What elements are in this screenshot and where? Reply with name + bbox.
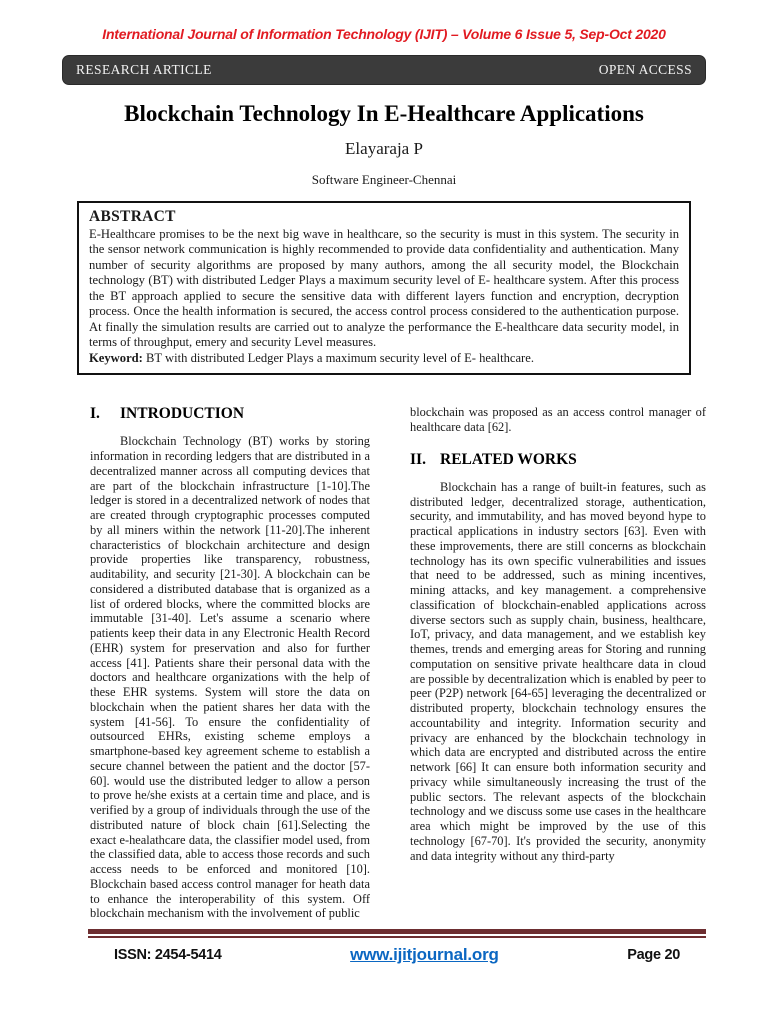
page-title: Blockchain Technology In E-Healthcare Applications xyxy=(124,101,644,126)
left-column xyxy=(90,405,370,921)
section-title: INTRODUCTION xyxy=(120,405,245,423)
article-type-bar xyxy=(62,55,706,85)
right-column xyxy=(410,405,706,921)
keyword-line xyxy=(89,351,679,366)
footer-rule-thick xyxy=(88,929,706,934)
two-column-body xyxy=(90,405,706,921)
section-title: RELATED WORKS xyxy=(440,450,577,468)
introduction-paragraph: Blockchain Technology (BT) works by storing information in recording ledgers that are distributed in a decentralized manner across all computing devices that are part of the blockchain infrastructure [1-10].The ledger is stored in a decentralized network of nodes that are created through cryptographic processes computed by all miners within the network [11-20].The inherent characteristics of blockchain architecture and design provide properties like transparency, robustness, auditability, and security [21-30]. A blockchain can be considered a distributed database that is organized as a list of ordered blocks, where the committed blocks are immutable [31-40]. Let's assume a scenario where patients keep their data in any Electronic Health Record (EHR) system for preservation and also for further access [41]. Patients share their personal data with the doctors and healthcare organizations with the help of these EHR systems. System will store the data on blockchain when the patient shares her data with the system [41-56]. To ensure the confidentiality of outsourced EHRs, existing scheme employs a smartphone-based key agreement scheme to establish a secure channel between the patient and the doctor [57-60]. would use the distributed ledger to allow a person to prove he/she exists at a certain time and place, and is verified by a group of individuals through the use of the distributed nature of block chain [61].Selecting the exact e-healathcare data, the classifier model used, from the classified data, able to access those records and such access needs to be enforced and monitored [10]. Blockchain based access control manager for heath data to enhance the interoperability of this system. Off blockchain mechanism with the involvement of public xyxy=(90,434,370,921)
related-works-paragraph: Blockchain has a range of built-in features, such as distributed ledger, decentralized storage, authentication, security, and immutability, and has moved beyond hype to practical applications in industry sectors [63]. Even with these improvements, there are still concerns as blockchain technology has its own specific vulnerabilities and issues that need to be addressed, such as mining incentives, mining attacks, and key management. a comprehensive classification of blockchain-enabled applications across diverse sectors such as supply chain, business, healthcare, IoT, privacy, and data management, and we establish key themes, trends and emerging areas for Storing and running computation on sensitive private healthcare data in cloud are possible by decentralization which is enabled by peer to peer (P2P) network [64-65] leveraging the decentralized or distributed property, blockchain technology ensures the accountability and integrity. Information security and privacy are enhanced by the blockchain technology in which data are encrypted and distributed across the entire network [66] It can ensure both information security and privacy while simultaneously increasing the trust of the public sectors. The relevant aspects of the blockchain technology and we discuss some use cases in the healthcare area which might be improved by the use of this technology [67-70]. It's provided the security, anonymity and data integrity without any third-party xyxy=(410,479,706,863)
open-access-badge: OPEN ACCESS xyxy=(598,62,692,77)
abstract-heading: ABSTRACT xyxy=(89,208,176,225)
research-article-badge: RESEARCH ARTICLE xyxy=(76,62,212,77)
keyword-text: BT with distributed Ledger Plays a maximum security level of E- healthcare. xyxy=(142,350,534,365)
section-heading-related-works xyxy=(410,451,706,469)
journal-website-link[interactable]: www.ijitjournal.org xyxy=(350,945,499,964)
footer-row xyxy=(88,945,706,965)
author-name: Elayaraja P xyxy=(345,139,423,158)
keyword-label: Keyword: xyxy=(89,350,143,365)
footer-rule-thin xyxy=(88,936,706,938)
abstract-box xyxy=(77,201,691,375)
journal-header-line: International Journal of Information Technology (IJIT) – Volume 6 Issue 5, Sep-Oct 2020 xyxy=(102,26,666,42)
issn-label: ISSN: 2454-5414 xyxy=(114,947,222,963)
introduction-continuation-paragraph: blockchain was proposed as an access control manager of healthcare data [62]. xyxy=(410,405,706,435)
page-footer xyxy=(88,929,706,965)
section-number: I. xyxy=(90,405,100,423)
section-heading-introduction xyxy=(90,405,370,423)
page-number: Page 20 xyxy=(627,947,680,963)
section-number: II. xyxy=(410,450,426,468)
author-affiliation: Software Engineer-Chennai xyxy=(311,172,457,187)
abstract-text: E-Healthcare promises to be the next big wave in healthcare, so the security is must in this system. The security in the sensor network communication is highly recommended to provide data confidentiality and authentication. Many number of security algorithms are proposed by many authors, among the all security model, the Blockchain technology (BT) with distributed Ledger Plays a maximum security level of E- healthcare system. After this process the BT approach applied to secure the sensitive data with different layers function and encryption, decryption process. Once the health information is secured, the access control process considered to the authentication purpose. At finally the simulation results are carried out to analyze the performance the E-healthcare data security model, in terms of throughput, emery and security Level measures. xyxy=(89,227,679,350)
